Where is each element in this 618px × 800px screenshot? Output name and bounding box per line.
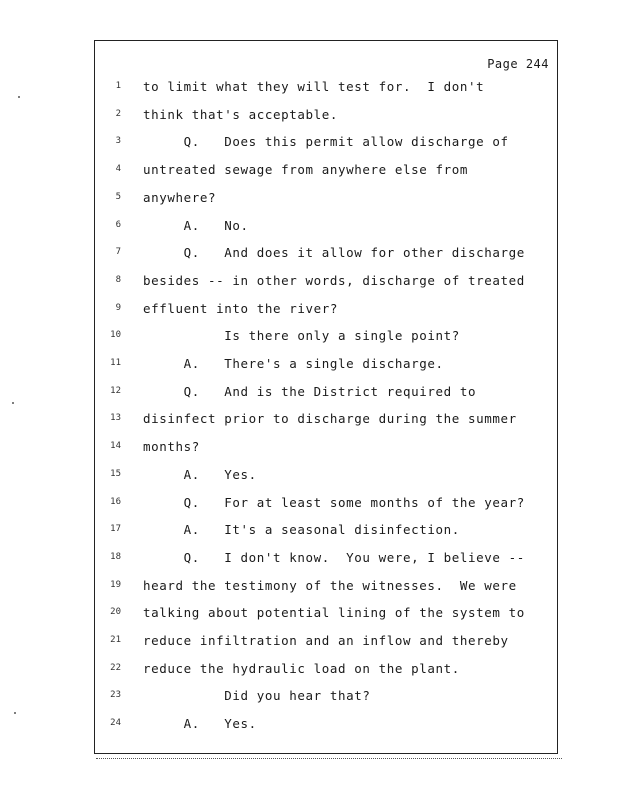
- transcript-line: [95, 631, 557, 651]
- line-text: think that's acceptable.: [143, 106, 339, 122]
- transcript-line: [95, 465, 557, 485]
- transcript-line: [95, 576, 557, 596]
- line-number: 13: [110, 413, 121, 424]
- transcript-page: [94, 40, 558, 754]
- line-number: 6: [115, 219, 121, 230]
- line-number: 14: [110, 441, 121, 452]
- line-text: Q. Does this permit allow discharge of: [143, 134, 509, 150]
- transcript-line: [95, 243, 557, 263]
- line-text: A. There's a single discharge.: [143, 356, 444, 371]
- transcript-line: [95, 299, 557, 319]
- line-text: reduce the hydraulic load on the plant.: [143, 660, 460, 676]
- scan-speck: [14, 712, 16, 714]
- line-number: 18: [110, 551, 121, 562]
- transcript-line: [95, 132, 557, 152]
- line-number: 1: [115, 81, 121, 91]
- transcript-line: [95, 603, 557, 623]
- line-text: months?: [143, 439, 200, 455]
- line-text: talking about potential lining of the system to: [143, 605, 525, 621]
- transcript-line: [95, 216, 557, 236]
- line-text: Q. I don't know. You were, I believe --: [143, 549, 525, 565]
- transcript-line: [95, 686, 557, 706]
- line-number: 9: [115, 302, 121, 313]
- transcript-line: [95, 520, 557, 540]
- line-number: 3: [115, 136, 121, 147]
- line-text: to limit what they will test for. I don't: [143, 79, 485, 94]
- line-text: besides -- in other words, discharge of treated: [143, 272, 525, 288]
- line-text: Q. And does it allow for other discharge: [143, 245, 525, 261]
- line-text: untreated sewage from anywhere else from: [143, 162, 469, 178]
- transcript-line: [95, 437, 557, 457]
- line-text: anywhere?: [143, 189, 217, 205]
- page-number: Page 244: [487, 57, 549, 71]
- line-number: 5: [115, 191, 121, 202]
- line-number: 12: [110, 385, 121, 396]
- line-number: 24: [110, 718, 121, 729]
- transcript-line: [95, 714, 557, 734]
- line-number: 15: [110, 468, 121, 479]
- transcript-line: [95, 188, 557, 208]
- scan-speck: [12, 402, 14, 404]
- line-number: 22: [110, 662, 121, 673]
- line-number: 20: [110, 607, 121, 618]
- line-text: reduce infiltration and an inflow and thereby: [143, 633, 509, 648]
- line-number: 8: [115, 274, 121, 285]
- line-number: 7: [115, 247, 121, 258]
- line-number: 11: [110, 358, 121, 368]
- line-number: 16: [110, 496, 121, 507]
- line-text: Q. For at least some months of the year?: [143, 494, 525, 510]
- transcript-line: [95, 659, 557, 679]
- transcript-line: [95, 160, 557, 180]
- line-number: 21: [110, 635, 121, 645]
- line-number: 23: [110, 690, 121, 701]
- transcript-line: [95, 77, 557, 97]
- line-text: A. It's a seasonal disinfection.: [143, 522, 460, 538]
- line-number: 2: [115, 108, 121, 119]
- line-number: 10: [110, 330, 121, 341]
- line-number: 19: [110, 579, 121, 590]
- transcript-line: [95, 382, 557, 402]
- transcript-line: [95, 105, 557, 125]
- line-text: effluent into the river?: [143, 300, 339, 316]
- line-text: disinfect prior to discharge during the summer: [143, 411, 517, 427]
- line-text: Q. And is the District required to: [143, 383, 477, 399]
- line-text: A. Yes.: [143, 716, 257, 732]
- transcript-line: [95, 326, 557, 346]
- transcript-line: [95, 409, 557, 429]
- transcript-line: [95, 548, 557, 568]
- line-text: Did you hear that?: [143, 688, 371, 704]
- transcript-line: [95, 354, 557, 374]
- line-number: 17: [110, 524, 121, 535]
- transcript-line: [95, 271, 557, 291]
- scan-speck: [18, 96, 20, 98]
- line-text: A. No.: [143, 217, 249, 233]
- line-text: heard the testimony of the witnesses. We were: [143, 577, 517, 593]
- line-text: A. Yes.: [143, 466, 257, 482]
- line-text: Is there only a single point?: [143, 328, 460, 344]
- transcript-line: [95, 493, 557, 513]
- line-number: 4: [115, 164, 121, 175]
- page-bottom-edge: [96, 758, 562, 759]
